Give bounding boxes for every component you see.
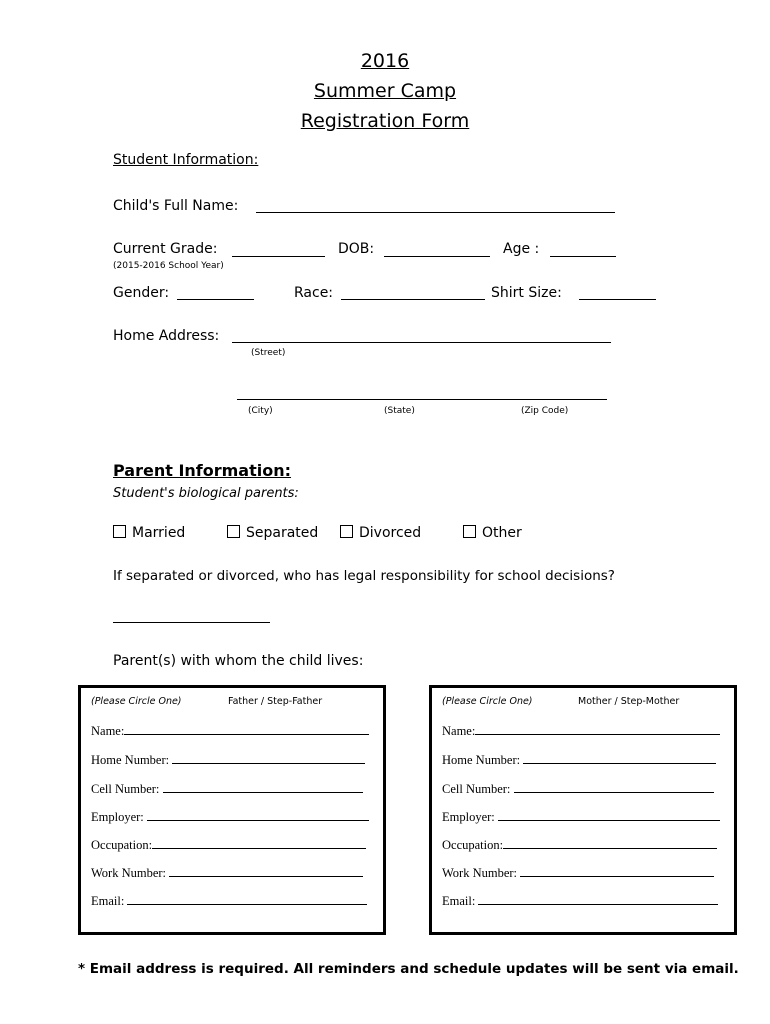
mother-employer-field[interactable]	[498, 810, 720, 821]
father-email-field[interactable]	[127, 894, 367, 905]
father-cell-label: Cell Number:	[91, 782, 160, 796]
mother-occupation-row[interactable]	[442, 838, 717, 853]
state-note: (State)	[384, 406, 415, 416]
father-employer-label: Employer:	[91, 810, 144, 824]
city-state-zip-field[interactable]	[237, 399, 607, 400]
father-name-field[interactable]	[124, 724, 369, 735]
mother-name-row[interactable]	[442, 724, 720, 739]
legal-responsibility-field[interactable]	[113, 622, 270, 623]
option-divorced-label: Divorced	[359, 525, 422, 541]
city-note: (City)	[248, 406, 273, 416]
mother-cell-row[interactable]	[442, 782, 714, 797]
student-section-label: Student Information:	[113, 152, 259, 168]
father-occupation-label: Occupation:	[91, 838, 153, 852]
mother-home-field[interactable]	[523, 753, 716, 764]
age-label: Age :	[503, 241, 540, 257]
shirt-size-label: Shirt Size:	[491, 285, 562, 301]
zip-note: (Zip Code)	[521, 406, 569, 416]
mother-email-row[interactable]	[442, 894, 718, 909]
father-circle-label: (Please Circle One)	[91, 696, 182, 707]
option-separated[interactable]	[227, 525, 318, 541]
father-email-row[interactable]	[91, 894, 367, 909]
street-note: (Street)	[251, 348, 286, 358]
form-subtitle: Registration Form	[300, 110, 470, 132]
father-home-field[interactable]	[172, 753, 365, 764]
mother-email-label: Email:	[442, 894, 476, 908]
school-year-note: (2015-2016 School Year)	[113, 261, 224, 271]
lives-with-label: Parent(s) with whom the child lives:	[113, 653, 364, 669]
mother-name-label: Name:	[442, 724, 476, 738]
father-email-label: Email:	[91, 894, 125, 908]
mother-work-row[interactable]	[442, 866, 714, 881]
father-work-label: Work Number:	[91, 866, 167, 880]
mother-work-label: Work Number:	[442, 866, 518, 880]
father-work-row[interactable]	[91, 866, 363, 881]
mother-name-field[interactable]	[475, 724, 720, 735]
grade-field[interactable]	[232, 256, 325, 257]
full-name-field[interactable]	[256, 212, 615, 213]
home-address-label: Home Address:	[113, 328, 220, 344]
form-year: 2016	[360, 50, 410, 72]
option-married-label: Married	[132, 525, 186, 541]
shirt-size-field[interactable]	[579, 299, 656, 300]
father-name-label: Name:	[91, 724, 125, 738]
race-field[interactable]	[341, 299, 485, 300]
option-other[interactable]	[463, 525, 522, 541]
gender-field[interactable]	[177, 299, 254, 300]
age-field[interactable]	[550, 256, 616, 257]
father-choice[interactable]: Father / Step-Father	[228, 696, 323, 707]
mother-employer-row[interactable]	[442, 810, 720, 825]
full-name-label: Child's Full Name:	[113, 198, 239, 214]
mother-occupation-label: Occupation:	[442, 838, 504, 852]
parent-section-label: Parent Information:	[113, 461, 292, 480]
father-employer-field[interactable]	[147, 810, 369, 821]
father-employer-row[interactable]	[91, 810, 369, 825]
mother-circle-label: (Please Circle One)	[442, 696, 533, 707]
mother-cell-label: Cell Number:	[442, 782, 511, 796]
race-label: Race:	[294, 285, 334, 301]
option-divorced[interactable]	[340, 525, 421, 541]
checkbox-separated[interactable]	[227, 525, 240, 538]
mother-occupation-field[interactable]	[503, 838, 717, 849]
father-work-field[interactable]	[169, 866, 363, 877]
father-name-row[interactable]	[91, 724, 369, 739]
father-home-row[interactable]	[91, 753, 365, 768]
mother-home-row[interactable]	[442, 753, 716, 768]
option-other-label: Other	[482, 525, 522, 541]
mother-info-box	[429, 685, 737, 935]
checkbox-married[interactable]	[113, 525, 126, 538]
option-separated-label: Separated	[246, 525, 319, 541]
father-cell-row[interactable]	[91, 782, 363, 797]
checkbox-divorced[interactable]	[340, 525, 353, 538]
email-required-note: * Email address is required. All reminders and schedule updates will be sent via email.	[78, 961, 739, 977]
grade-label: Current Grade:	[113, 241, 218, 257]
gender-label: Gender:	[113, 285, 170, 301]
father-info-box	[78, 685, 386, 935]
dob-label: DOB:	[338, 241, 375, 257]
mother-home-label: Home Number:	[442, 753, 521, 767]
mother-employer-label: Employer:	[442, 810, 495, 824]
father-cell-field[interactable]	[163, 782, 363, 793]
checkbox-other[interactable]	[463, 525, 476, 538]
street-field[interactable]	[232, 342, 611, 343]
mother-email-field[interactable]	[478, 894, 718, 905]
dob-field[interactable]	[384, 256, 490, 257]
mother-work-field[interactable]	[520, 866, 714, 877]
father-occupation-field[interactable]	[152, 838, 366, 849]
father-home-label: Home Number:	[91, 753, 170, 767]
form-title: Summer Camp	[313, 80, 457, 102]
mother-choice[interactable]: Mother / Step-Mother	[578, 696, 680, 707]
legal-responsibility-question: If separated or divorced, who has legal responsibility for school decisions?	[113, 568, 615, 584]
father-occupation-row[interactable]	[91, 838, 366, 853]
biological-parents-label: Student's biological parents:	[113, 486, 299, 501]
option-married[interactable]	[113, 525, 185, 541]
mother-cell-field[interactable]	[514, 782, 714, 793]
